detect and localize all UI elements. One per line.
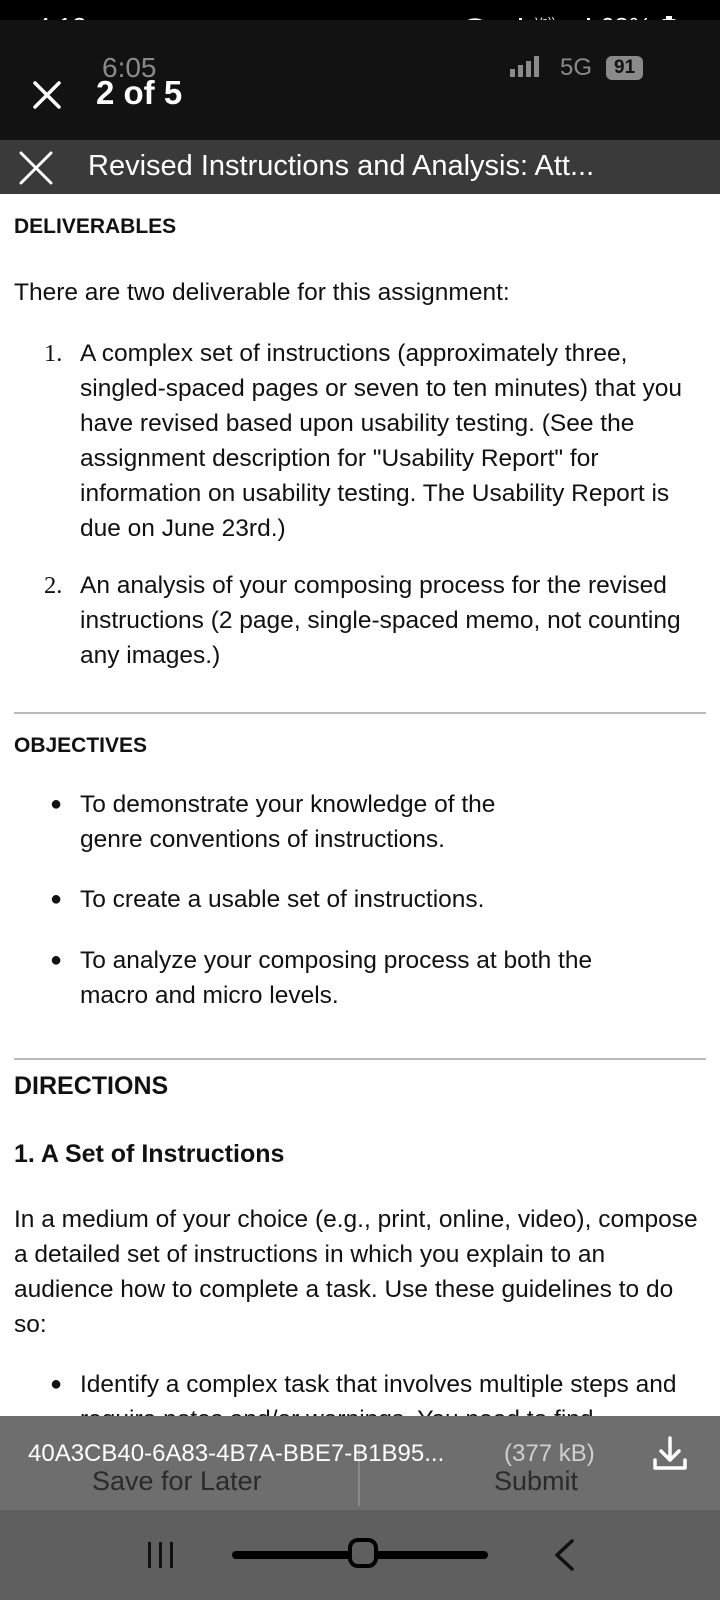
- document-content[interactable]: [0, 194, 720, 1416]
- deliverable-text: A complex set of instructions (approximately three, singled-spaced pages or seven to ten minutes) that you have revised based upon usability testing. (See the assignment description for "Usability Report" for information on usability testing. The Usability Report is due on June 23rd.): [80, 340, 682, 542]
- system-navigation-bar: [0, 1510, 720, 1600]
- download-icon[interactable]: [650, 1434, 690, 1474]
- close-document-icon[interactable]: [18, 150, 54, 186]
- document-title-bar: [0, 140, 720, 194]
- home-icon[interactable]: [348, 1538, 378, 1568]
- ghost-status-time: 6:05: [102, 52, 157, 83]
- close-viewer-icon[interactable]: [30, 78, 64, 112]
- section-divider: [14, 712, 706, 714]
- objective-item: [44, 882, 708, 917]
- ghost-battery-badge: 91: [606, 56, 643, 80]
- deliverable-number: 1.: [44, 340, 63, 367]
- attachment-file-size: (377 kB): [504, 1440, 595, 1467]
- instructions-subheading: 1. A Set of Instructions: [14, 1140, 285, 1168]
- directions-heading: DIRECTIONS: [14, 1072, 169, 1100]
- document-title: Revised Instructions and Analysis: Att...: [88, 150, 595, 182]
- section-divider: [14, 1058, 706, 1060]
- ghost-save-later-button: Save for Later: [92, 1466, 262, 1496]
- objectives-heading: OBJECTIVES: [14, 734, 148, 757]
- attachment-file-name: 40A3CB40-6A83-4B7A-BBE7-B1B95...: [28, 1440, 445, 1467]
- deliverable-item: [44, 336, 708, 546]
- objective-text: To create a usable set of instructions.: [80, 886, 485, 913]
- bullet: ●: [50, 888, 63, 910]
- attachment-bar: [0, 1416, 720, 1510]
- guideline-text: Identify a complex task that involves multiple steps and: [80, 1371, 677, 1398]
- ghost-submit-button: Submit: [494, 1466, 579, 1496]
- back-icon[interactable]: [550, 1538, 578, 1572]
- instructions-paragraph: In a medium of your choice (e.g., print, online, video), compose a detailed set of instructions in which you explain to an audience how to complete a task. Use these guidelines to do so:: [14, 1206, 698, 1338]
- recents-icon[interactable]: [146, 1540, 176, 1570]
- ghost-network-label: 5G: [560, 54, 593, 81]
- bullet: ●: [50, 1373, 63, 1395]
- objective-item: [44, 787, 564, 857]
- deliverable-text: An analysis of your composing process for the revised instructions (2 page, single-spaced memo, not counting any images.): [80, 572, 681, 669]
- page-counter: 2 of 5: [96, 74, 183, 111]
- objective-text: To analyze your composing process at both the macro and micro levels.: [80, 947, 593, 1009]
- deliverables-heading: DELIVERABLES: [14, 215, 177, 238]
- deliverables-intro: There are two deliverable for this assignment:: [14, 279, 510, 306]
- bullet: ●: [50, 793, 63, 815]
- objective-text: To demonstrate your knowledge of the genre conventions of instructions.: [80, 791, 496, 853]
- bullet: ●: [50, 949, 63, 971]
- objective-item: [44, 943, 664, 1013]
- viewer-top-bar: [0, 20, 720, 140]
- ghost-signal-icon: [510, 56, 539, 77]
- deliverable-item: [44, 568, 708, 673]
- deliverable-number: 2.: [44, 572, 63, 599]
